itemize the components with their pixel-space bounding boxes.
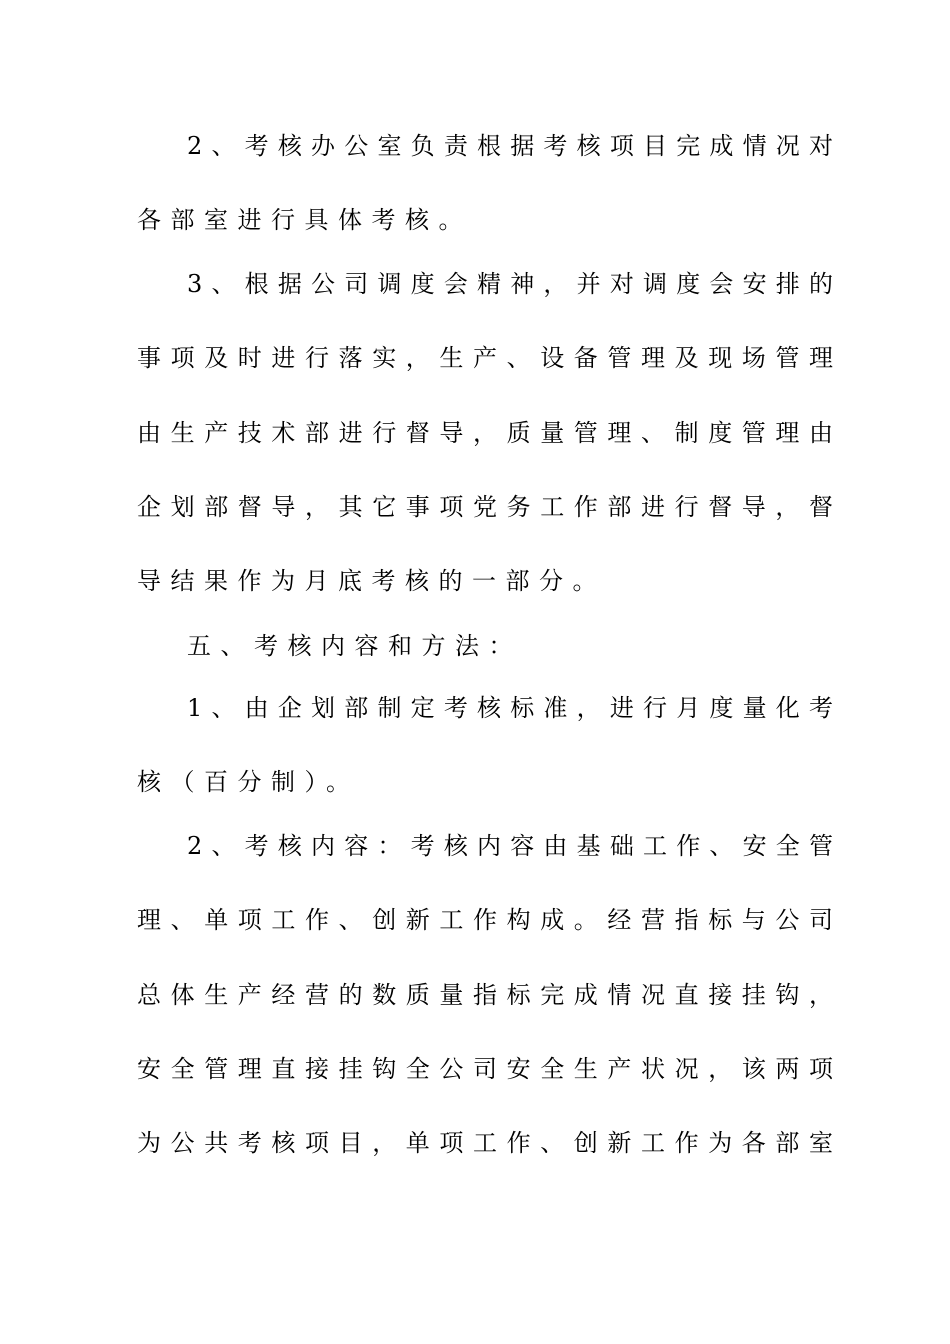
text-line: 导结果作为月底考核的一部分。 xyxy=(137,567,606,595)
text-line: 由生产技术部进行督导，质量管理、制度管理由 xyxy=(137,419,833,447)
text-line: 各部室进行具体考核。 xyxy=(137,206,472,234)
text-line: 总体生产经营的数质量指标完成情况直接挂钩， xyxy=(137,981,833,1009)
section-heading: 五、考核内容和方法： xyxy=(187,632,522,660)
text-line: 事项及时进行落实，生产、设备管理及现场管理 xyxy=(137,344,833,372)
text-line: 为公共考核项目，单项工作、创新工作为各部室 xyxy=(137,1129,833,1157)
text-line: 2、考核办公室负责根据考核项目完成情况对 xyxy=(187,132,833,160)
text-line: 企划部督导，其它事项党务工作部进行督导，督 xyxy=(137,493,833,521)
text-line: 核（百分制）。 xyxy=(137,768,360,796)
text-line: 安全管理直接挂钩全公司安全生产状况，该两项 xyxy=(137,1055,833,1083)
text-line: 1、由企划部制定考核标准，进行月度量化考 xyxy=(187,694,833,722)
text-line: 3、根据公司调度会精神，并对调度会安排的 xyxy=(187,270,833,298)
text-line: 2、考核内容：考核内容由基础工作、安全管 xyxy=(187,832,833,860)
text-line: 理、单项工作、创新工作构成。经营指标与公司 xyxy=(137,906,833,934)
